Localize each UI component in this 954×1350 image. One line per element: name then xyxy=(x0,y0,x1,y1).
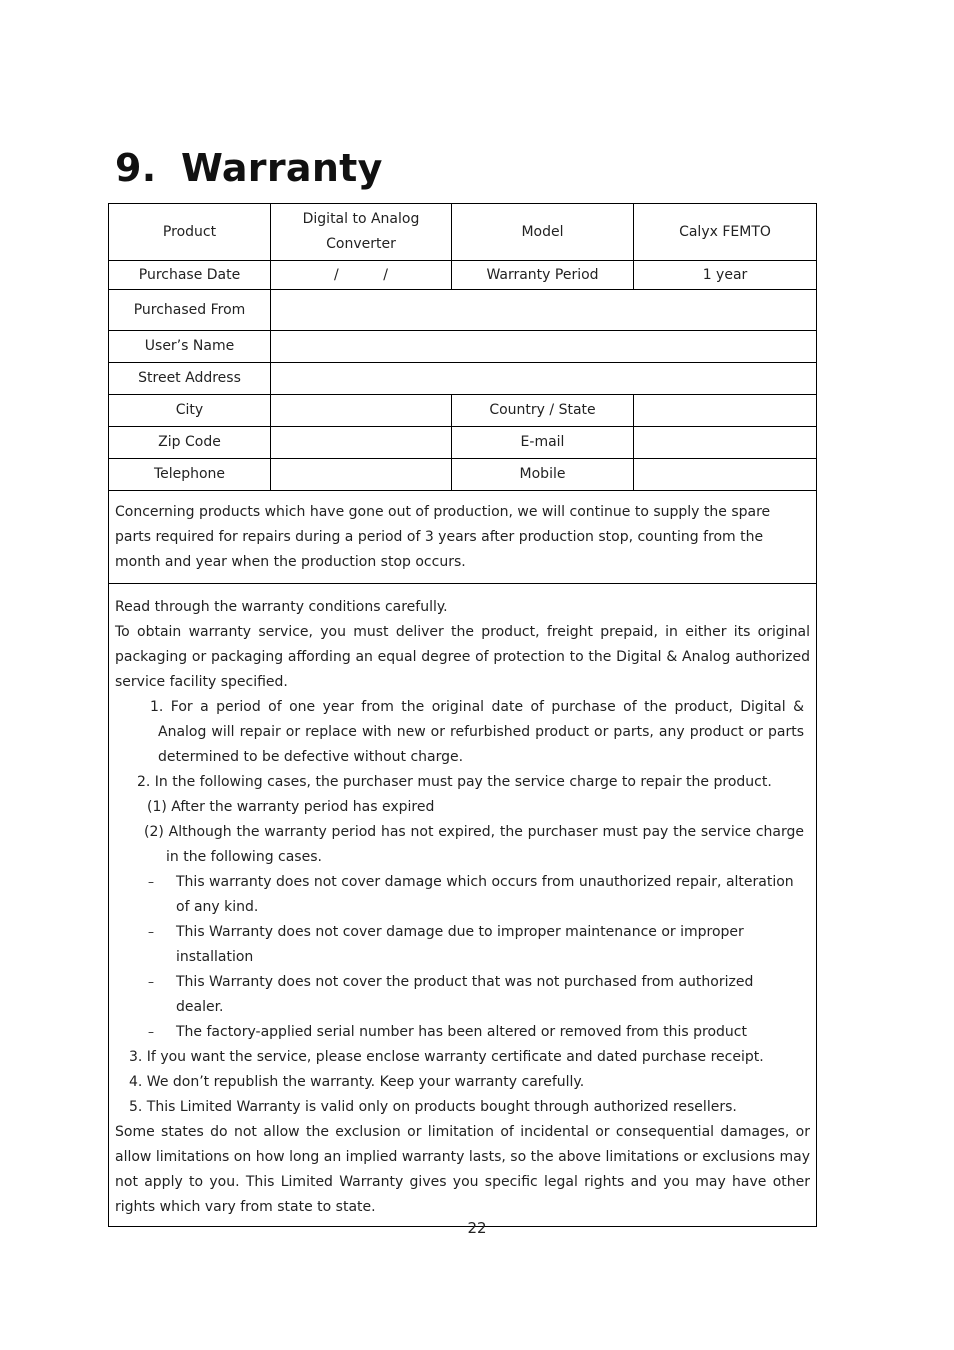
conditions-intro: Read through the warranty conditions carefully. xyxy=(115,599,448,615)
purchase-date-row xyxy=(109,261,817,290)
mobile-label: Mobile xyxy=(452,459,634,491)
zip-code-label: Zip Code xyxy=(109,427,271,459)
telephone-field[interactable] xyxy=(271,459,452,491)
section-number: 9. xyxy=(115,146,157,190)
email-label: E-mail xyxy=(452,427,634,459)
model-value: Calyx FEMTO xyxy=(634,204,817,261)
users-name-row xyxy=(109,331,817,363)
country-state-label: Country / State xyxy=(452,395,634,427)
exclusion-item: – The factory-applied serial number has been altered or removed from this product xyxy=(148,1020,800,1045)
purchased-from-label: Purchased From xyxy=(109,290,271,331)
purchased-from-field[interactable] xyxy=(271,290,817,331)
conditions-service: To obtain warranty service, you must deliver the product, freight prepaid, in either its original packaging or packaging affording an equal degree of protection to the Digital & Analog authorized service facility specified. xyxy=(115,624,810,690)
condition-item-2: 2. In the following cases, the purchaser must pay the service charge to repair the product. xyxy=(137,774,772,790)
exclusion-item: – This Warranty does not cover the product that was not purchased from authorized dealer. xyxy=(148,970,800,1020)
model-label: Model xyxy=(452,204,634,261)
spare-parts-notice: Concerning products which have gone out of production, we will continue to supply the spare parts required for repairs during a period of 3 years after production stop, counting from the month and year when the production stop occurs. xyxy=(109,491,817,584)
section-title: Warranty xyxy=(181,146,383,190)
exclusion-item: – This Warranty does not cover damage due to improper maintenance or improper installation xyxy=(148,920,800,970)
users-name-label: User’s Name xyxy=(109,331,271,363)
product-label: Product xyxy=(109,204,271,261)
purchase-date-label: Purchase Date xyxy=(109,261,271,290)
purchased-from-row xyxy=(109,290,817,331)
page-title xyxy=(115,146,383,190)
condition-item-2-1: (1) After the warranty period has expired xyxy=(147,799,435,815)
page-number: 22 xyxy=(467,1219,487,1237)
condition-item-1: 1. For a period of one year from the original date of purchase of the product, Digital & Analog will repair or replace with new or refurbished product or parts, any product or parts determined to be defective without charge. xyxy=(150,699,804,765)
city-row xyxy=(109,395,817,427)
condition-item-4: 4. We don’t republish the warranty. Keep your warranty carefully. xyxy=(129,1074,585,1090)
warranty-conditions xyxy=(109,584,817,1227)
users-name-field[interactable] xyxy=(271,331,817,363)
purchase-date-field[interactable] xyxy=(271,261,452,290)
product-value: Digital to Analog Converter xyxy=(271,204,452,261)
warranty-period-label: Warranty Period xyxy=(452,261,634,290)
conditions-row xyxy=(109,584,817,1227)
conditions-closing: Some states do not allow the exclusion or limitation of incidental or consequential damages, or allow limitations on how long an implied warranty lasts, so the above limitations or exclusions may not apply to you. This Limited Warranty gives you specific legal rights and you may have other rights which vary from state to state. xyxy=(115,1124,810,1215)
telephone-label: Telephone xyxy=(109,459,271,491)
warranty-form xyxy=(108,203,817,1227)
exclusion-item: – This warranty does not cover damage which occurs from unauthorized repair, alteration of any kind. xyxy=(148,870,800,920)
purchase-date-value: / / xyxy=(334,266,388,283)
warranty-period-value: 1 year xyxy=(634,261,817,290)
telephone-row xyxy=(109,459,817,491)
street-address-label: Street Address xyxy=(109,363,271,395)
country-state-field[interactable] xyxy=(634,395,817,427)
condition-item-3: 3. If you want the service, please enclose warranty certificate and dated purchase receipt. xyxy=(129,1049,764,1065)
mobile-field[interactable] xyxy=(634,459,817,491)
condition-item-5: 5. This Limited Warranty is valid only on products bought through authorized resellers. xyxy=(129,1099,737,1115)
email-field[interactable] xyxy=(634,427,817,459)
city-label: City xyxy=(109,395,271,427)
product-row xyxy=(109,204,817,261)
street-address-row xyxy=(109,363,817,395)
street-address-field[interactable] xyxy=(271,363,817,395)
notice-row xyxy=(109,491,817,584)
condition-item-2-2: (2) Although the warranty period has not expired, the purchaser must pay the service charge in the following cases. xyxy=(144,824,804,865)
zip-code-field[interactable] xyxy=(271,427,452,459)
zip-code-row xyxy=(109,427,817,459)
city-field[interactable] xyxy=(271,395,452,427)
